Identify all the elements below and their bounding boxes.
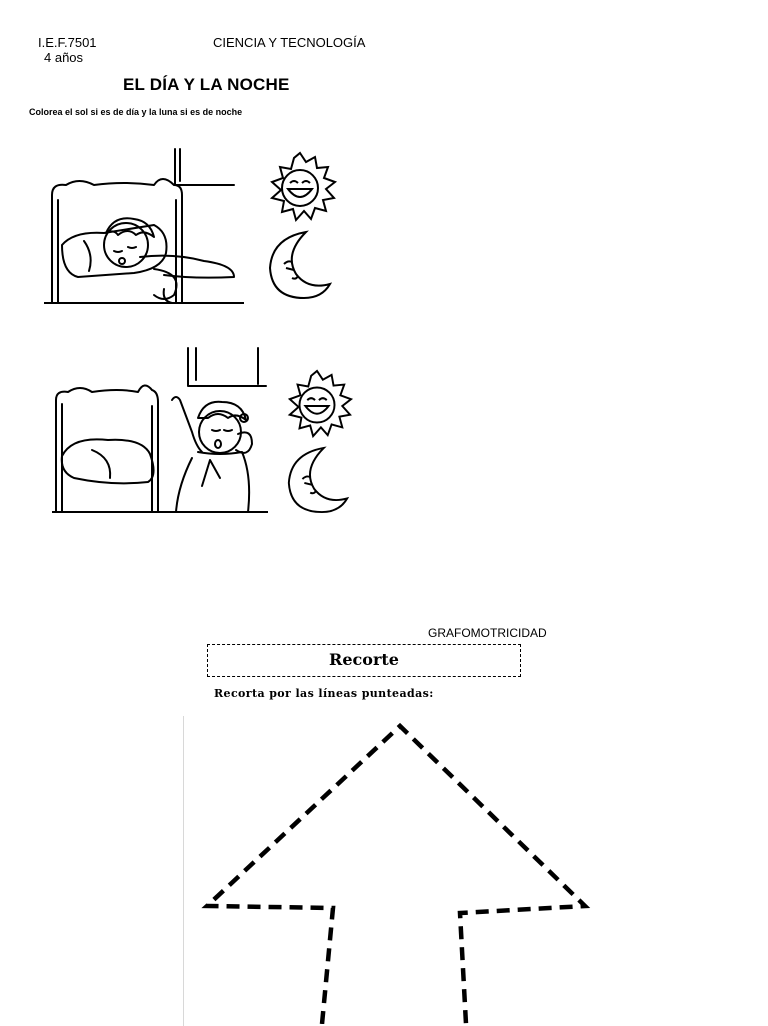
activity-title: Recorte	[329, 650, 399, 669]
cutting-instruction: Recorta por las líneas punteadas:	[214, 687, 434, 700]
subject-title: CIENCIA Y TECNOLOGÍA	[213, 35, 366, 50]
coloring-instruction: Colorea el sol si es de día y la luna si es de noche	[29, 107, 243, 117]
age-group: 4 años	[44, 50, 84, 65]
section-label: GRAFOMOTRICIDAD	[428, 626, 547, 640]
school-code: I.E.F.7501	[38, 35, 97, 50]
worksheet-title: EL DÍA Y LA NOCHE	[123, 75, 290, 94]
